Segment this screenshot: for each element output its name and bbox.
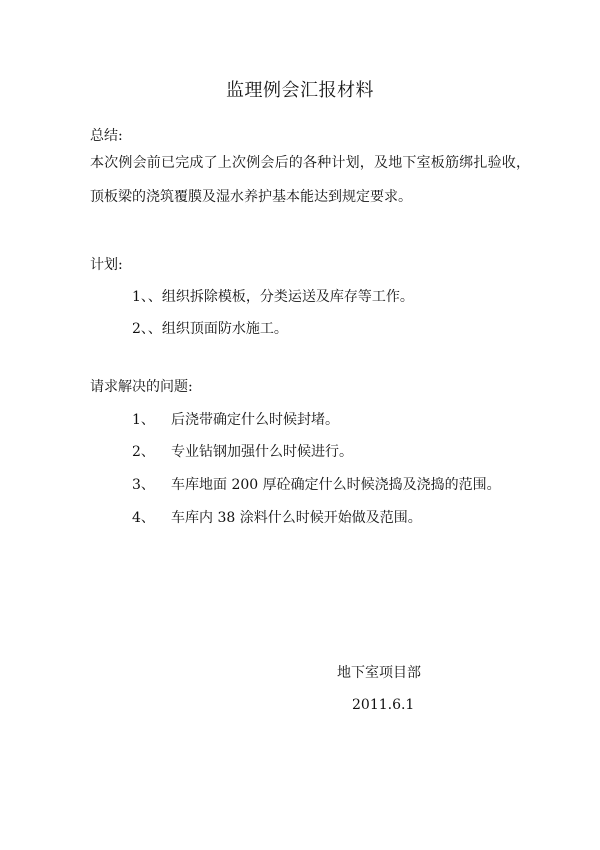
issues-heading: 请求解决的问题: — [90, 379, 193, 395]
footer-department: 地下室项目部 — [337, 665, 421, 681]
issue-text: 后浇带确定什么时候封堵。 — [171, 412, 339, 428]
summary-text: 本次例会前已完成了上次例会后的各种计划，及地下室板筋绑扎验收，顶板梁的浇筑覆膜及湿水养护基本能达到规定要求。 — [90, 155, 530, 205]
page-title: 监理例会汇报材料 — [226, 80, 374, 101]
issue-text: 专业钻钢加强什么时候进行。 — [171, 444, 353, 460]
issue-number: 3、 — [132, 477, 155, 493]
issue-text: 车库内 38 涂料什么时候开始做及范围。 — [171, 510, 422, 526]
plan-item: 2、、组织顶面防水施工。 — [132, 321, 288, 337]
issue-number: 2、 — [132, 444, 155, 460]
footer-date: 2011.6.1 — [352, 697, 415, 713]
plan-item: 1、、组织拆除模板，分类运送及库存等工作。 — [132, 289, 414, 305]
issue-text: 车库地面 200 厚砼确定什么时候浇捣及浇捣的范围。 — [171, 477, 501, 493]
issue-number: 1、 — [132, 412, 155, 428]
issue-number: 4、 — [132, 510, 155, 526]
summary-heading: 总结: — [90, 128, 123, 144]
plan-heading: 计划: — [90, 257, 123, 273]
